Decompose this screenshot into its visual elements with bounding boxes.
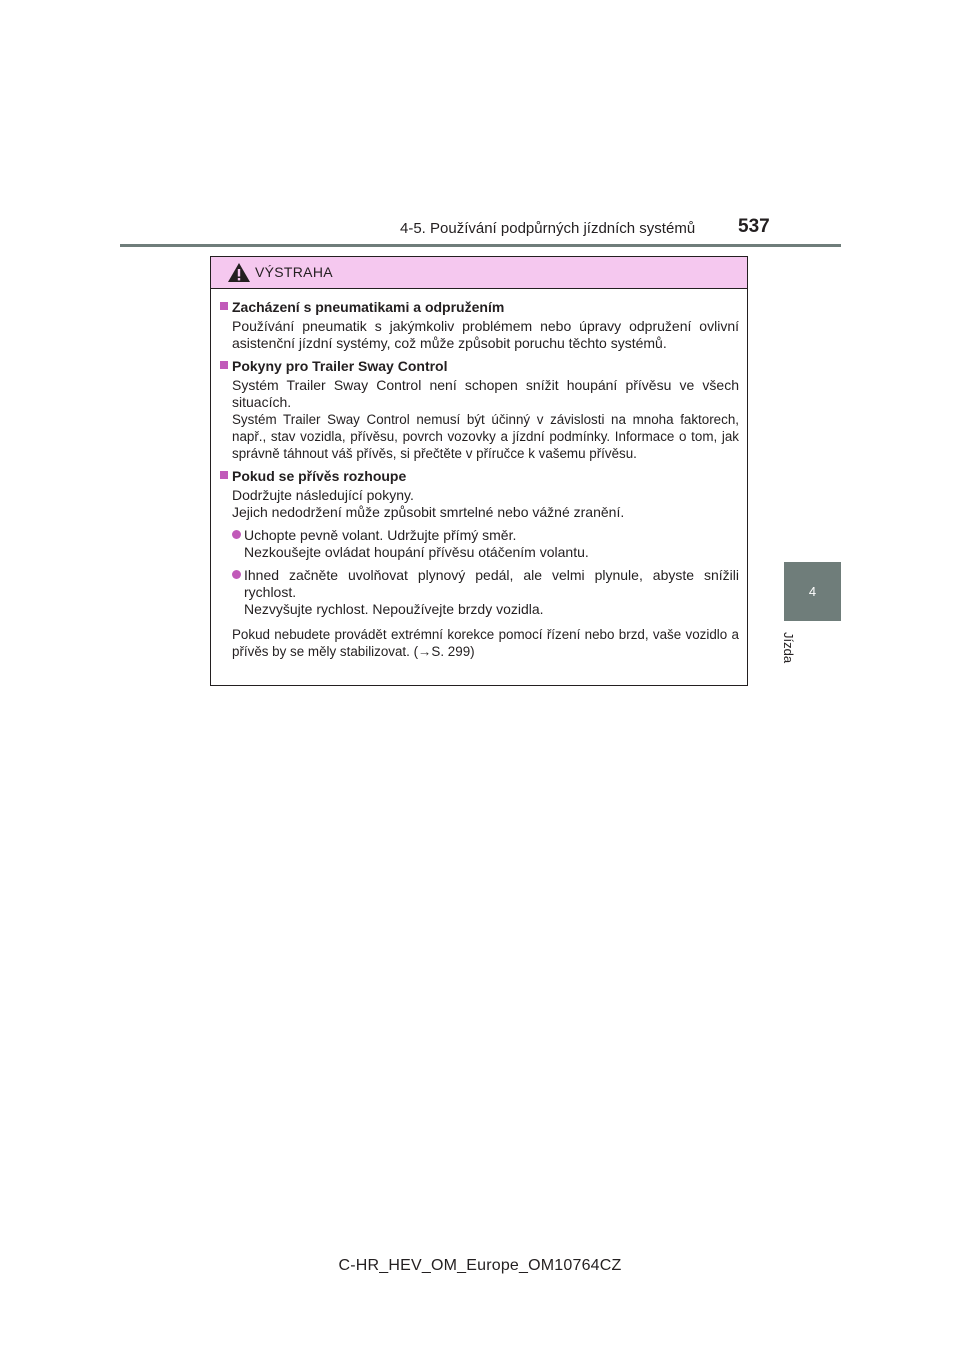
paragraph: Dodržujte následující pokyny.: [232, 487, 414, 503]
warning-header: [211, 257, 747, 289]
chapter-tab: [784, 562, 841, 621]
circle-bullet-icon: [232, 570, 241, 579]
section-title: [220, 299, 739, 316]
list-item: [220, 527, 739, 561]
paragraph: Systém Trailer Sway Control není schopen snížit houpání přívěsu ve všech situacích.: [232, 377, 739, 410]
list-item-line: Ihned začněte uvolňovat plynový pedál, ale velmi plynule, abyste snížili rychlost.: [244, 567, 739, 600]
page-number: 537: [738, 216, 770, 237]
paragraph: Jejich nedodržení může způsobit smrtelné nebo vážné zranění.: [232, 504, 625, 520]
warning-section-tires: [220, 299, 739, 352]
section-title-text: Pokud se přívěs rozhoupe: [232, 468, 407, 484]
list-item-line: Nezkoušejte ovládat houpání přívěsu otáčením volantu.: [244, 544, 589, 560]
section-title-text: Zacházení s pneumatikami a odpružením: [232, 299, 505, 315]
square-bullet-icon: [220, 302, 228, 310]
list-item-line: Uchopte pevně volant. Udržujte přímý směr.: [244, 527, 517, 543]
warning-body: [211, 289, 747, 660]
square-bullet-icon: [220, 361, 228, 369]
chapter-tab-label-text: Jízda: [781, 632, 796, 664]
warning-section-trailer-sways: [220, 468, 739, 660]
warning-box: [210, 256, 748, 686]
header-rule: [120, 244, 841, 247]
circle-bullet-icon: [232, 530, 241, 539]
chapter-tab-number: 4: [808, 584, 817, 599]
section-title: [220, 358, 739, 375]
warning-title: VÝSTRAHA: [255, 264, 333, 280]
chapter-tab-label: [781, 632, 804, 672]
list-item: [220, 567, 739, 618]
paragraph: Systém Trailer Sway Control nemusí být účinný v závislosti na mnoha faktorech, např., stav vozidla, přívěsu, povrch vozovky a jízdní podmínky. Informace o tom, jak správně táhnout váš přívěs, si přečtěte v příručce k vašemu přívěsu.: [232, 412, 739, 461]
section-title: [220, 468, 739, 485]
section-title-text: Pokyny pro Trailer Sway Control: [232, 358, 448, 374]
paragraph: Používání pneumatik s jakýmkoliv problémem nebo úpravy odpružení ovlivní asistenční jízdní systémy, což může způsobit poruchu těchto systémů.: [232, 318, 739, 351]
closing-paragraph: Pokud nebudete provádět extrémní korekce pomocí řízení nebo brzd, vaše vozidlo a přívěs by se měly stabilizovat. (→S. 299): [232, 627, 739, 659]
list-item-line: Nezvyšujte rychlost. Nepoužívejte brzdy vozidla.: [244, 601, 544, 617]
warning-triangle-icon: [227, 262, 251, 283]
running-header: 4-5. Používání podpůrných jízdních systémů: [400, 220, 696, 237]
document-code: C-HR_HEV_OM_Europe_OM10764CZ: [338, 1257, 622, 1274]
warning-section-trailer-sway: [220, 358, 739, 462]
square-bullet-icon: [220, 471, 228, 479]
